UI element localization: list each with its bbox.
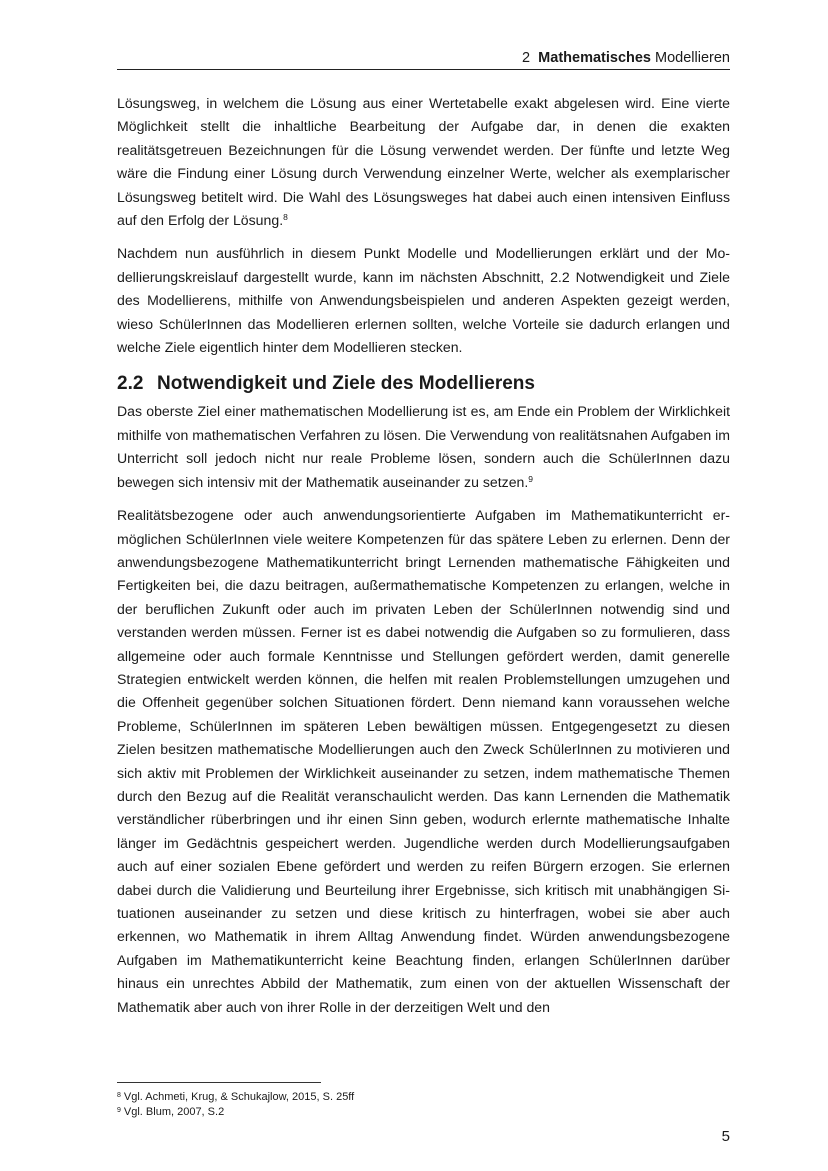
- paragraph-section-2: Realitätsbezogene oder auch anwendungsorientierte Aufgaben im Mathematikunterricht ermöglichen SchülerInnen viele weitere Kompetenzen für das spätere Leben zu erlernen. Denn der anwendungsbezogene Mathematikunterricht bringt Lernenden mathematische Fähigkeiten und Fertigkeiten bei, die dazu beitragen, außermathematische Kompetenzen zu erlangen, welche in der beruflichen Zukunft oder auch im privaten Leben der SchülerInnen notwendig sind und verstanden werden müssen. Ferner ist es dabei notwendig die Aufgaben so zu formulieren, dass allgemeine oder auch formale Kenntnisse und Stellungen gefördert werden, damit generelle Strategien entwickelt werden können, die helfen mit realen Problemstellungen umzugehen und die Offenheit gegenüber solchen Situationen fördert. Denn niemand kann voraussehen welche Probleme, SchülerInnen im späteren Leben bewältigen müssen. Entgegengesetzt zu diesen Zielen besitzen mathematische Modellierungen auch den Zweck SchülerInnen zu motivieren und sich aktiv mit Problemen der Wirklichkeit auseinander zu setzen, indem mathematische Themen durch den Bezug auf die Realität veranschaulicht werden. Das kann Lernenden die Mathematik verständlicher rüberbringen und ihr einen Sinn geben, wodurch erlernte mathematische Inhalte länger im Gedächtnis gespeichert werden. Jugendliche werden durch Modellierungsaufgaben auch auf einer sozialen Ebene gefördert und werden zu reifen Bürgern erzogen. Sie erlernen dabei durch die Validierung und Beurteilung ihrer Ergebnisse, sich kritisch mit unabhängigen Situationen auseinander zu setzen und diese kritisch zu hinterfragen, wobei sie aber auch erkennen, wo Mathematik in ihrem Alltag Anwendung findet. Würden anwendungsbezogene Aufgaben im Mathematikunterricht keine Beachtung finden, erlangen SchülerInnen darüber hinaus ein unrechtes Abbild der Mathematik, zum einen von der aktuellen Wissenschaft der Mathematik aber auch von ihrer Rolle in der derzeitigen Welt und den: [117, 507, 730, 1015]
- section-heading: [117, 371, 730, 397]
- chapter-number: 2: [522, 50, 531, 66]
- footnote-8: $^8$ Vgl. Achmeti, Krug, & Schukajlow, 2015, S. 25ff: [117, 1091, 355, 1103]
- chapter-title-bold: Mathematisches: [538, 50, 651, 66]
- paragraph-intro-2: Nachdem nun ausführlich in diesem Punkt Modelle und Modellierungen erklärt und der Modellierungskreislauf dargestellt wurde, kann im nächsten Abschnitt, 2.2 Notwendigkeit und Ziele des Modellierens, mithilfe von Anwendungsbeispielen und anderen Aspekten gezeigt werden, wieso SchülerInnen das Modellieren erlernen sollten, welche Vorteile sie dadurch erlangen und welche Ziele eigentlich hinter dem Modellieren stecken.: [117, 245, 730, 356]
- body-text: [117, 92, 730, 1019]
- chapter-title-regular: Modellieren: [655, 50, 730, 66]
- page-number: 5: [721, 1128, 730, 1145]
- footnote-rule: [117, 1082, 321, 1083]
- footnote-ref-9[interactable]: 9: [528, 473, 534, 484]
- paragraph-section-1: Das oberste Ziel einer mathematischen Modellierung ist es, am Ende ein Problem der Wirklichkeit mithilfe von mathematischen Verfahren zu lösen. Die Verwendung von realitätsnahen Aufgaben im Unterricht soll jedoch nicht nur reale Probleme lösen, sondern auch die SchülerInnen dazu bewegen sich intensiv mit der Mathematik auseinander zu setzen.$^9$: [117, 403, 730, 490]
- section-title: Notwendigkeit und Ziele des Modellierens: [157, 373, 535, 395]
- footnote-ref-8[interactable]: 8: [283, 212, 288, 223]
- footnote-9: $^9$ Vgl. Blum, 2007, S.2: [117, 1106, 225, 1118]
- running-header: [117, 48, 730, 68]
- section-number: 2.2: [117, 373, 144, 395]
- header-rule: [117, 69, 730, 70]
- footnotes: [117, 1090, 730, 1120]
- paragraph-intro-1: Lösungsweg, in welchem die Lösung aus einer Wertetabelle exakt abgelesen wird. Eine vierte Möglichkeit stellt die inhaltliche Bearbeitung der Aufgabe dar, in denen die exakten realitätsgetreuen Bezeichnungen für die Lösung verwendet werden. Der fünfte und letzte Weg wäre die Findung einer Lösung durch Verwendung einzelner Werte, welcher als exemplarischer Lösungsweg betitelt wird. Die Wahl des Lösungsweges hat dabei auch einen intensiven Einfluss auf den Erfolg der Lösung.$^8$: [117, 95, 730, 229]
